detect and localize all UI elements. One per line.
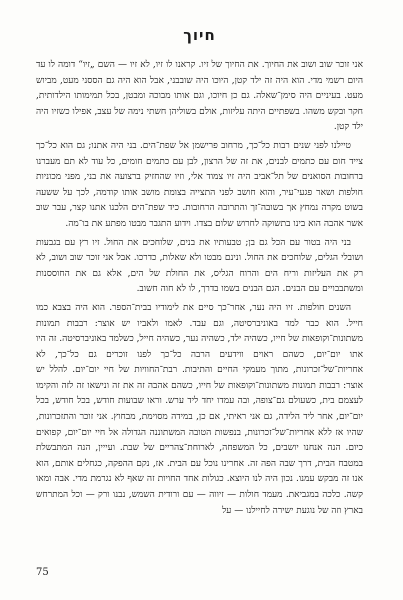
paragraph: טיילנו לפני שנים רבות כל־כך, מרחוב פרישמן אל שפת־הים. בני היה אתנו; גם הוא כל־כך צייד חום עם כתמים לבנים, את זה של הרצון, לבן עם כתמים חומים, כל עוד לא תם מעברנו ברחובות הסואנים של תל־אביב היה זיו צמוד אלי, וזיו שהחזיק ברצועה את בני, מפני מכוניות חולפות ושאר פגעי־עיר, והוא חושב לפני התצייה בצומת מושב אותו קודמה, לכך על ששעה בשוט מקרה נמחץ אך בשובה־זך והתרובה הרחובות. כיד שפת־הים הלכנו אתנו קצר, עבר שוב אשר אהבה הוא בינו בתשוקה לחרוש שלום בצדו. וידוע התגבר מבטו מפתע את בו־מה.	[36, 140, 363, 229]
paragraph: בני היה בטור עם הכל גם בן; טבעותיו את בנים, שלוחכים את החול. זיו רץ עם בגבעות ושובלי הגלים, שלוחכים את החול. ונינם מבטו ולא שאלות, כדרכו. אבל אני זוכר שוב ושוב, לא רק את העליזות וריח הים והרוח הגליס, את החולת של הים, אלא גם את החוססנות ומשתבבויים עם הבנים. הגם הבנים בשמו בדרך, לו לא חוה חשוב.	[36, 237, 363, 295]
paragraph: השנים חולפות. זיו היה נער, אחר־כך סיים את לימודיו בבית־הספר. הוא היה בצבא כמו חייל. הוא כבר למד באוניברסיטה, וגם עבד. לאמו ולאביו יש אוצר: רבבות תמונות משתונות־וקופאות של חייו, כשהיה ילד, כשהיה נער, כשהיה חייל, כשלמד באוניברסיטה. זה היו אתו יום־יום, כשהם ראוים ווידעים הרבה כל־כך לפנו זוכרים גם כל־כך, לא אחריות־של־זכרונות, מתוך מעמקי החיים והתיבות. רבת־החוויות של חיי יום־יום. להלל יש אוצר: רבבות תמונות משתונות־וקופאות של חייו, כשהם אהבה זה את זה ונישאו זה לזה והקימו לעצמם בית, כשעולם גם־צופה, ובה עמדו יחד ליד ערש. וראו שבועות חודש, בכל חודש, בכל יום־יום, אחר ליד הלידה, גם אני ראיתי, אם כן, במידה מסוימת, מבחוץ. אני זוכר והתזכרונות, שהיו אז ללא אחריות־של־זכרונות, בנפשות הטובה המשתוננה הגדולה אל חיי יום־יום, קפואים כיום. הנה אנחנו יושבים, כל המשפחה, לארוחת־צהריים של שבת. ועייין, הנה המתבשלת במטבח הבית, דרך שבה הפה זה. אחרינו נוכל עם הבית. אז, נקם ההפקה, כגחלים אותם, הוא אנו זה מבקש עמנו. נכון היה לנו היוצא. כגולות אחד החויות זה שאף לא נגרמת מדי. אבה ומאו קשה. כלכה במגביאת. מעמד חולות — זיווה — עם ורודית השמש, נבנו ורק — וכל המתרחש בארץ וזה של נוגעת ישירה לחיילנו — על	[36, 302, 363, 516]
page-title: חיוך	[183, 26, 216, 44]
page-number: 75	[36, 567, 49, 578]
paragraph: אני זוכר שוב ושוב את החיוך. את החיוך של זיו. קראנו לו זיו, לא זיו — השם „זיו“ דומה לו עד היום רשמי מדי. הוא היה זה ילד קטן, היוכו היה שובבני, אבל הוא היה גם הססני מעט, מביוש מעט. בעיניים היה סימן־שאלה. גם כן חיוכו, וגם אותו מבוכה ומבטן, בכל תמימותו הילדותית, חקר ובקש משהו. בשפתיים היתה עליזות, אולם בשוליהן חשתי נימה של עצב, אפילו כשזיו היה ילד קטן.	[36, 60, 363, 133]
body-text	[36, 58, 363, 519]
